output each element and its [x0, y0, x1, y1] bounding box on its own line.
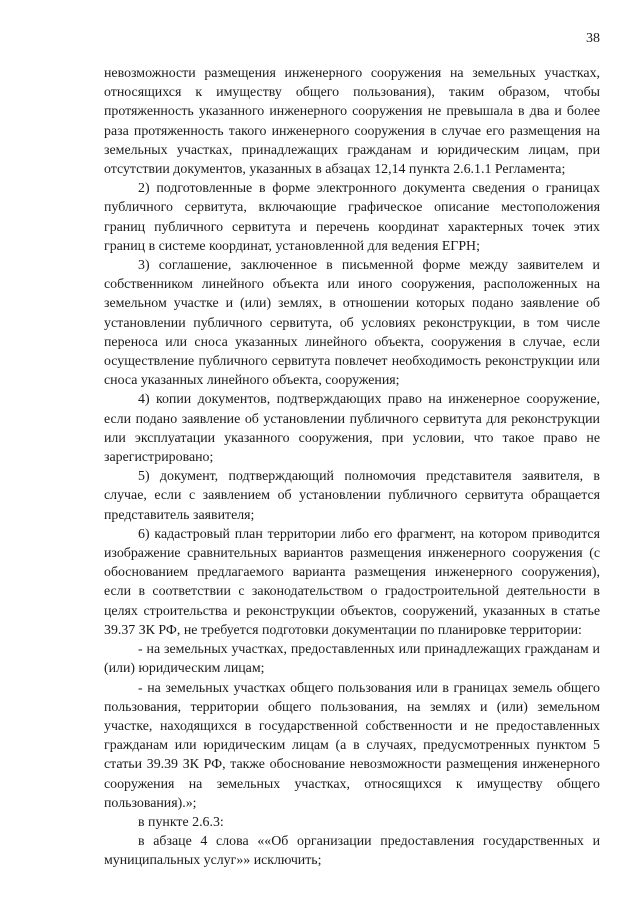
- paragraph-item-6: 6) кадастровый план территории либо его фрагмент, на котором приводится изображение сравнительных вариантов размещения инженерного сооружения (с обоснованием предлагаемого варианта размещения инженерного сооружения), если в соответствии с законодательством о градостроительной деятельности в целях строительства и реконструкции объектов, сооружений, указанных в статье 39.37 ЗК РФ, не требуется подготовки документации по планировке территории:: [104, 526, 600, 638]
- document-body: [104, 64, 600, 871]
- paragraph-item-2: 2) подготовленные в форме электронного документа сведения о границах публичного сервитута, включающие графическое описание местоположения границ публичного сервитута и перечень координат характерных точек этих границ в системе координат, установленной для ведения ЕГРН;: [104, 181, 600, 254]
- paragraph-item-4: 4) копии документов, подтверждающих право на инженерное сооружение, если подано заявление об установлении публичного сервитута для реконструкции или эксплуатации указанного сооружения, при условии, что такое право не зарегистрировано;: [104, 392, 600, 466]
- paragraph-clause-263: в пункте 2.6.3:: [138, 814, 224, 830]
- paragraph-item-3: 3) соглашение, заключенное в письменной форме между заявителем и собственником линейного объекта или иного сооружения, расположенных на земельном участке и (или) землях, в отношении которых подано заявление об установлении публичного сервитута, об условиях реконструкции, в том числе переноса или сноса указанных линейного объекта, сооружения в случае, если осуществление публичного сервитута повлечет необходимость реконструкции или сноса указанных линейного объекта, сооружения;: [104, 258, 600, 389]
- paragraph-dash-1: - на земельных участках, предоставленных или принадлежащих гражданам и (или) юридическим лицам;: [104, 642, 600, 677]
- paragraph-dash-2: - на земельных участках общего пользования или в границах земель общего пользования, территории общего пользования, на землях и (или) земельном участке, находящихся в государственной собственности и не предоставленных гражданам или юридическим лицам (а в случаях, предусмотренных пунктом 5 статьи 39.39 ЗК РФ, также обоснование невозможности размещения инженерного сооружения на земельных участках, относящихся к имуществу общего пользования).»;: [104, 680, 600, 811]
- page-number: 38: [586, 31, 600, 46]
- paragraph-item-5: 5) документ, подтверждающий полномочия представителя заявителя, в случае, если с заявлением об установлении публичного сервитута обращается представитель заявителя;: [104, 469, 600, 523]
- paragraph-abzats-4: в абзаце 4 слова ««Об организации предоставления государственных и муниципальных услуг»» исключить;: [104, 834, 600, 869]
- paragraph-continuation: невозможности размещения инженерного сооружения на земельных участках, относящихся к имуществу общего пользования), таким образом, чтобы протяженность указанного инженерного сооружения не превышала в два и более раза протяженность такого инженерного сооружения в случае его размещения на земельных участках, принадлежащих гражданам и юридическим лицам, при отсутствии документов, указанных в абзацах 12,14 пункта 2.6.1.1 Регламента;: [104, 66, 600, 178]
